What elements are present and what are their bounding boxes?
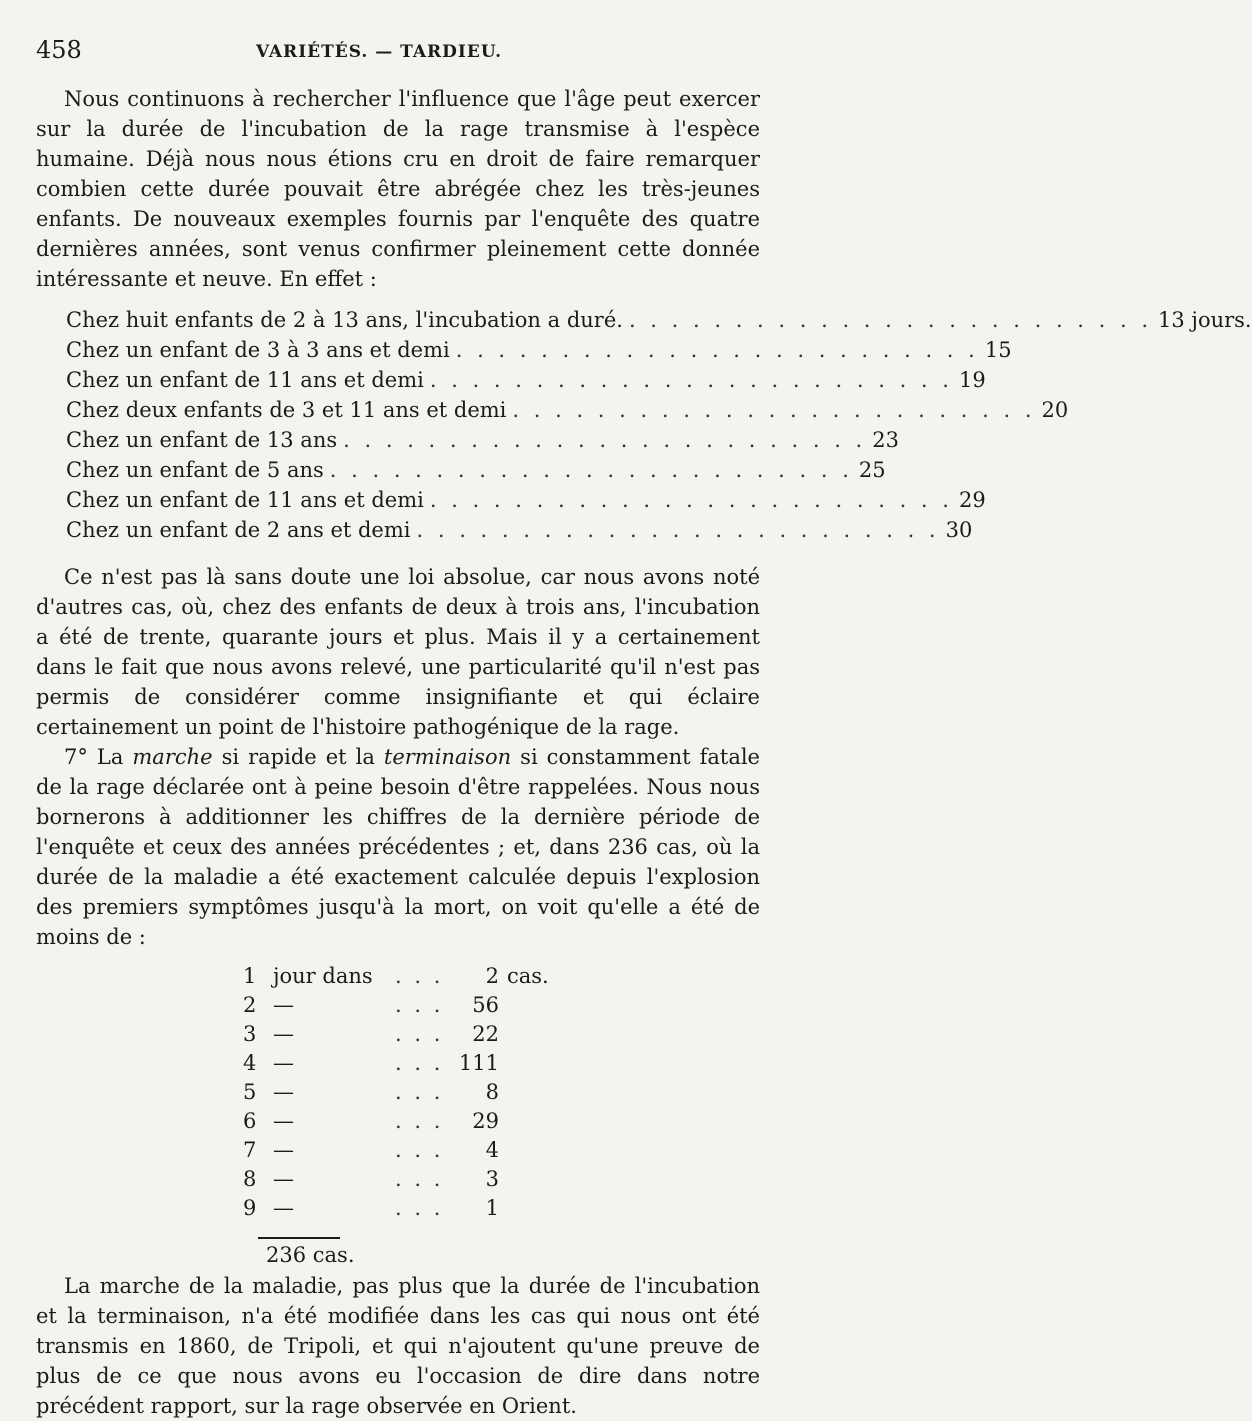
duration-row (243, 1051, 760, 1080)
case-row (66, 458, 886, 488)
duration-label: — (273, 1167, 294, 1191)
case-description: Chez un enfant de 11 ans et demi (66, 368, 424, 392)
duration-count: 3 (485, 1167, 499, 1191)
duration-label: — (273, 1080, 294, 1104)
duration-days: 3 (243, 1022, 257, 1046)
duration-count: 111 (458, 1051, 499, 1075)
duration-row (243, 1022, 760, 1051)
duration-days: 5 (243, 1080, 257, 1104)
leader-dots: . . . . . . . . . . . . . . . . . . . . . . . . . (512, 398, 1036, 422)
duration-days: 2 (243, 993, 257, 1017)
running-head: VARIÉTÉS. — TARDIEU. (256, 42, 503, 62)
paragraph-absolute-law: Ce n'est pas là sans doute une loi absolue, car nous avons noté d'autres cas, où, chez des enfants de deux à trois ans, l'incubation a été de trente, quarante jours et plus. Mais il y a certainement dans le fait que nous avons relevé, une particularité qu'il n'est pas permis de considérer comme insignifiante et qui éclaire certainement un point de l'histoire pathogénique de la rage. (36, 565, 760, 739)
case-row (66, 518, 973, 548)
duration-label: — (273, 1109, 294, 1133)
duration-row (243, 1196, 760, 1225)
duration-days: 7 (243, 1138, 257, 1162)
duration-row (243, 1138, 760, 1167)
duration-label: — (273, 1022, 294, 1046)
duration-row (243, 1167, 760, 1196)
duration-dots: . . . (395, 1138, 444, 1162)
para3-lead: 7° La (64, 745, 133, 769)
duration-dots: . . . (395, 964, 444, 988)
case-row (66, 338, 1012, 368)
case-description: Chez un enfant de 13 ans (66, 428, 338, 452)
paragraph-marche-terminaison (36, 742, 760, 952)
case-description: Chez un enfant de 11 ans et demi (66, 488, 424, 512)
case-days: 19 (958, 368, 986, 392)
case-days: 25 (858, 458, 886, 482)
duration-count: 29 (472, 1109, 499, 1133)
duration-days: 8 (243, 1167, 257, 1191)
duration-row (243, 1080, 760, 1109)
case-description: Chez un enfant de 5 ans (66, 458, 324, 482)
duration-count: 22 (472, 1022, 499, 1046)
case-description: Chez deux enfants de 3 et 11 ans et demi (66, 398, 507, 422)
duration-label: — (273, 993, 294, 1017)
italic-terminaison: terminaison (383, 745, 512, 769)
case-days: 15 (984, 338, 1012, 362)
duration-days: 4 (243, 1051, 257, 1075)
duration-days: 1 (243, 964, 257, 988)
duration-table (243, 964, 760, 1225)
case-description: Chez un enfant de 3 à 3 ans et demi (66, 338, 450, 362)
case-days: 30 (945, 518, 973, 542)
duration-count: 56 (472, 993, 499, 1017)
leader-dots: . . . . . . . . . . . . . . . . . . . . . . . . . (343, 428, 867, 452)
duration-count: 1 (485, 1196, 499, 1220)
leader-dots: . . . . . . . . . . . . . . . . . . . . . . . . . (329, 458, 853, 482)
duration-days: 9 (243, 1196, 257, 1220)
case-days: 23 (872, 428, 899, 452)
page-number: 458 (36, 36, 82, 64)
case-days: 13 jours. (1158, 308, 1252, 332)
incubation-cases-list (66, 308, 1252, 548)
total-cases: 236 cas. (266, 1243, 355, 1267)
case-row (66, 428, 899, 458)
leader-dots: . . . . . . . . . . . . . . . . . . . . . . . . . (429, 368, 953, 392)
duration-row (243, 964, 760, 993)
case-row (66, 488, 986, 518)
duration-dots: . . . (395, 1167, 444, 1191)
paragraph-incubation-age: Nous continuons à rechercher l'influence que l'âge peut exercer sur la durée de l'incubation de la rage transmise à l'espèce humaine. Déjà nous nous étions cru en droit de faire remarquer combien cette durée pouvait être abrégée chez les très-jeunes enfants. De nouveaux exemples fournis par l'enquête des quatre dernières années, sont venus confirmer pleinement cette donnée intéressante et neuve. En effet : (36, 87, 760, 291)
duration-label: jour dans (273, 964, 373, 988)
case-description: Chez huit enfants de 2 à 13 ans, l'incubation a duré. (66, 308, 623, 332)
case-row (66, 368, 986, 398)
page-header (36, 34, 760, 84)
duration-unit: cas. (507, 964, 549, 988)
duration-count: 8 (485, 1080, 499, 1104)
para3-rest: si constamment fatale de la rage déclarée ont à peine besoin d'être rappelées. Nous nous bornerons à additionner les chiffres de la dernière période de l'enquête et ceux des années précédentes ; et, dans 236 cas, où la durée de la maladie a été exactement calculée depuis l'explosion des premiers symptômes jusqu'à la mort, on voit qu'elle a été de moins de : (36, 745, 760, 949)
leader-dots: . . . . . . . . . . . . . . . . . . . . . . . . . (455, 338, 979, 362)
case-description: Chez un enfant de 2 ans et demi (66, 518, 411, 542)
duration-row (243, 993, 760, 1022)
case-days: 29 (958, 488, 986, 512)
duration-dots: . . . (395, 1109, 444, 1133)
duration-count: 2 (485, 964, 499, 988)
duration-dots: . . . (395, 1196, 444, 1220)
duration-row (243, 1109, 760, 1138)
para3-mid: si rapide et la (212, 745, 384, 769)
duration-dots: . . . (395, 993, 444, 1017)
duration-count: 4 (485, 1138, 499, 1162)
duration-label: — (273, 1051, 294, 1075)
duration-dots: . . . (395, 1022, 444, 1046)
paragraph-tripoli: La marche de la maladie, pas plus que la durée de l'incubation et la terminaison, n'a été modifiée dans les cas qui nous ont été transmis en 1860, de Tripoli, et qui n'ajoutent qu'une preuve de plus de ce que nous avons eu l'occasion de dire dans notre précédent rapport, sur la rage observée en Orient. (36, 1274, 760, 1418)
duration-dots: . . . (395, 1080, 444, 1104)
leader-dots: . . . . . . . . . . . . . . . . . . . . . . . . . (429, 488, 953, 512)
leader-dots: . . . . . . . . . . . . . . . . . . . . . . . . . (628, 308, 1153, 332)
case-row (66, 308, 1252, 338)
case-days: 20 (1041, 398, 1069, 422)
duration-label: — (273, 1138, 294, 1162)
duration-dots: . . . (395, 1051, 444, 1075)
duration-days: 6 (243, 1109, 257, 1133)
case-row (66, 398, 1069, 428)
italic-marche: marche (132, 745, 213, 769)
duration-label: — (273, 1196, 294, 1220)
leader-dots: . . . . . . . . . . . . . . . . . . . . . . . . . (416, 518, 940, 542)
